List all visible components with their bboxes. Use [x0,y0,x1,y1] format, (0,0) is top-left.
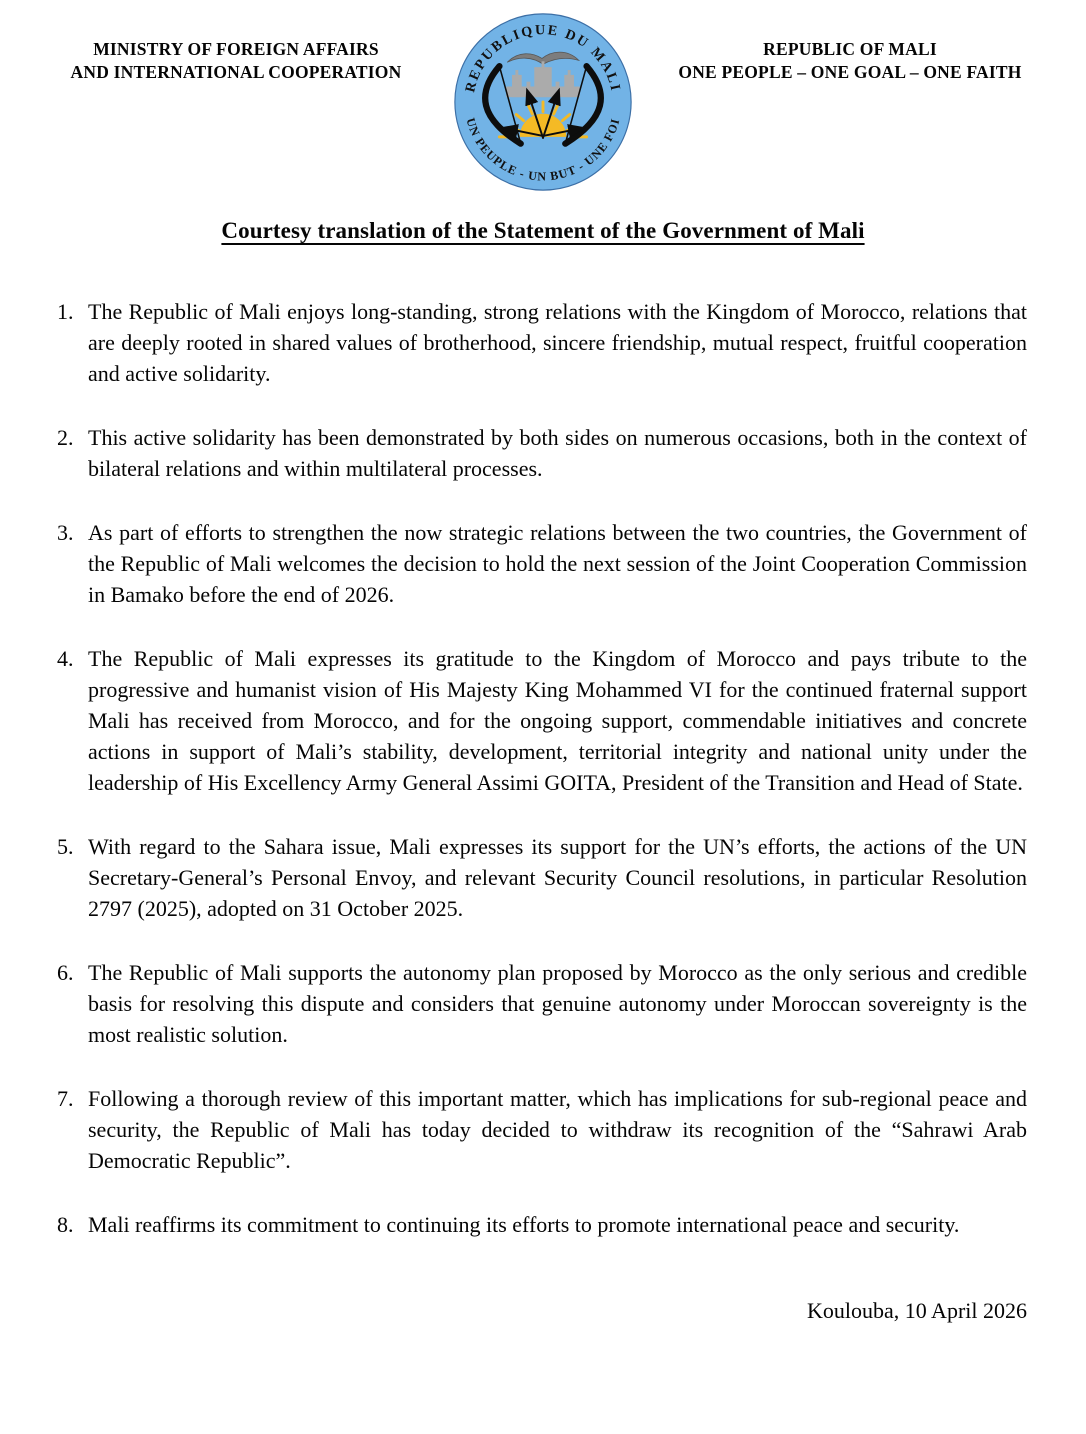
statement-item [57,957,1027,1050]
item-number: 1. [57,299,74,324]
emblem-bottom-caption: UN PEUPLE - UN BUT - UNE FOI [463,116,623,184]
statement-item [57,643,1027,798]
item-number: 4. [57,646,74,671]
statement-item [57,517,1027,610]
item-number: 5. [57,834,74,859]
title-row [0,218,1086,244]
page-title: Courtesy translation of the Statement of the Government of Mali [221,218,865,243]
item-number: 8. [57,1212,74,1237]
dateline: Koulouba, 10 April 2026 [807,1298,1027,1323]
item-text: With regard to the Sahara issue, Mali expresses its support for the UN’s efforts, the actions of the UN Secretary-General’s Personal Envoy, and relevant Security Council resolutions, in particular Resolution 2797 (2025), adopted on 31 October 2025. [88,834,1027,921]
statement-body [0,296,1086,1240]
ministry-title-block [24,10,448,84]
ministry-line2: AND INTERNATIONAL COOPERATION [70,62,402,82]
republic-title-block [638,10,1062,84]
statement-item [57,1083,1027,1176]
emblem-top-caption: REPUBLIQUE DU MALI [462,22,624,94]
item-number: 3. [57,520,74,545]
item-text: Mali reaffirms its commitment to continuing its efforts to promote international peace and security. [88,1212,960,1237]
mali-coat-of-arms-icon [451,10,635,194]
item-text: The Republic of Mali enjoys long-standing, strong relations with the Kingdom of Morocco, relations that are deeply rooted in shared values of brotherhood, sincere friendship, mutual respect, fruitful cooperation and active solidarity. [88,299,1027,386]
republic-motto: ONE PEOPLE – ONE GOAL – ONE FAITH [678,62,1022,82]
item-text: Following a thorough review of this important matter, which has implications for sub-regional peace and security, the Republic of Mali has today decided to withdraw its recognition of the “Sahrawi Arab Democratic Republic”. [88,1086,1027,1173]
item-number: 7. [57,1086,74,1111]
item-text: The Republic of Mali expresses its gratitude to the Kingdom of Morocco and pays tribute to the progressive and humanist vision of His Majesty King Mohammed VI for the continued fraternal support Mali has received from Morocco, and for the ongoing support, commendable initiatives and concrete actions in support of Mali’s stability, development, territorial integrity and national unity under the leadership of His Excellency Army General Assimi GOITA, President of the Transition and Head of State. [88,646,1027,795]
item-text: The Republic of Mali supports the autonomy plan proposed by Morocco as the only serious and credible basis for resolving this dispute and considers that genuine autonomy under Moroccan sovereignty is the most realistic solution. [88,960,1027,1047]
item-number: 2. [57,425,74,450]
document-header [0,0,1086,194]
item-text: As part of efforts to strengthen the now strategic relations between the two countries, the Government of the Republic of Mali welcomes the decision to hold the next session of the Joint Cooperation Commission in Bamako before the end of 2026. [88,520,1027,607]
statement-item [57,1209,1027,1240]
item-text: This active solidarity has been demonstrated by both sides on numerous occasions, both in the context of bilateral relations and within multilateral processes. [88,425,1027,481]
item-number: 6. [57,960,74,985]
statement-item [57,296,1027,389]
statement-item [57,831,1027,924]
republic-line1: REPUBLIC OF MALI [763,39,937,59]
emblem-container [448,10,638,194]
statement-item [57,422,1027,484]
ministry-line1: MINISTRY OF FOREIGN AFFAIRS [93,39,379,59]
